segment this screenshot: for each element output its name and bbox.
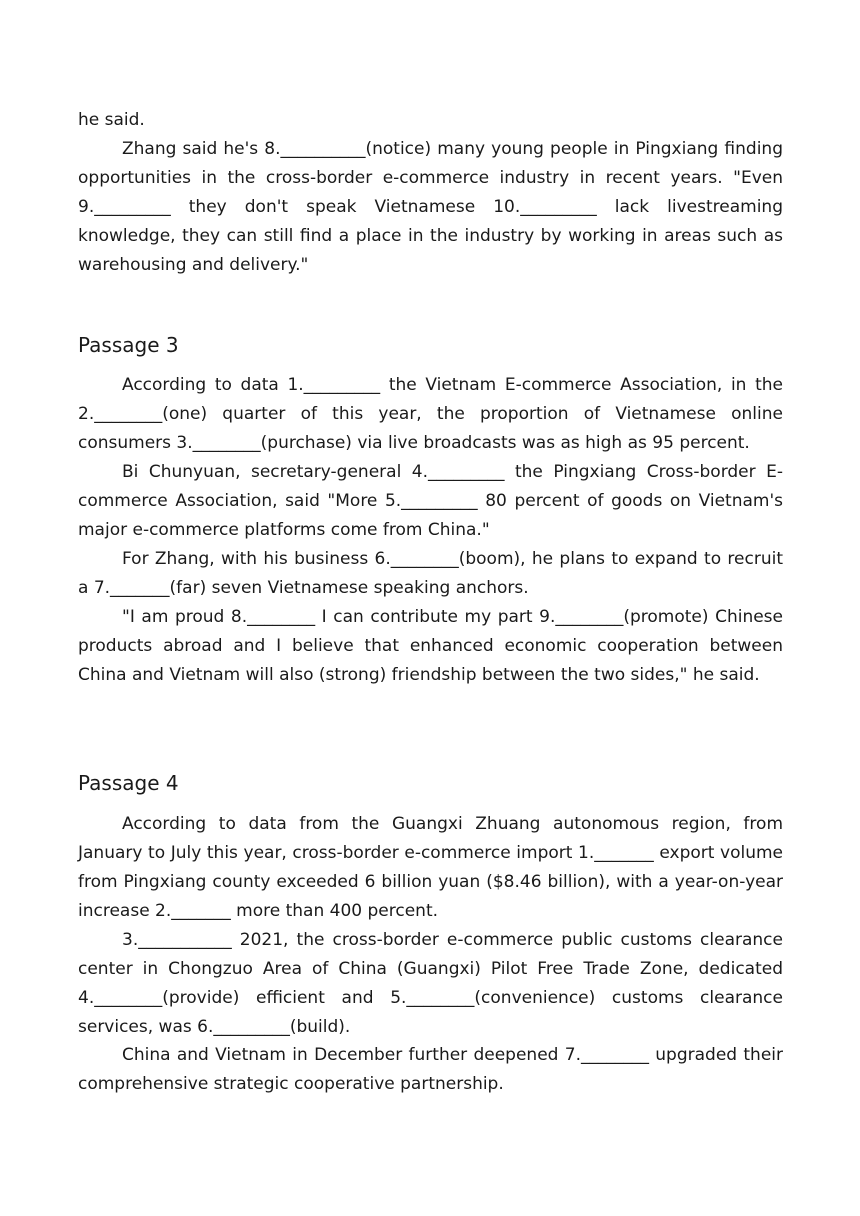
paragraph-zhang: Zhang said he's 8.__________(notice) many young people in Pingxiang finding opportunities in the cross-border e-commerce industry in recent years. "Even 9._________ they don't speak Vietnamese 10._________ lack livestreaming knowledge, they can still find a place in the industry by working in areas such as warehousing and delivery." <box>78 139 783 275</box>
passage-4-paragraph-3: China and Vietnam in December further deepened 7.________ upgraded their comprehensive strategic cooperative partnership. <box>78 1045 783 1094</box>
passage-3-paragraph-3: For Zhang, with his business 6.________(boom), he plans to expand to recruit a 7._______(far) seven Vietnamese speaking anchors. <box>78 549 783 598</box>
passage-3-paragraph-4: "I am proud 8.________ I can contribute my part 9.________(promote) Chinese products abroad and I believe that enhanced economic cooperation between China and Vietnam will also (strong) friendship between the two sides," he said. <box>78 607 783 685</box>
passage-4-paragraph-2: 3.___________ 2021, the cross-border e-commerce public customs clearance center in Chongzuo Area of China (Guangxi) Pilot Free Trade Zone, dedicated 4.________(provide) efficient and 5.________(convenience) customs clearance services, was 6._________(build). <box>78 930 783 1037</box>
passage-4-paragraph-1: According to data from the Guangxi Zhuang autonomous region, from January to July this year, cross-border e-commerce import 1._______ export volume from Pingxiang county exceeded 6 billion yuan ($8.46 billion), with a year-on-year increase 2._______ more than 400 percent. <box>78 814 783 921</box>
passage-3-paragraph-1: According to data 1._________ the Vietnam E-commerce Association, in the 2.________(one) quarter of this year, the proportion of Vietnamese online consumers 3.________(purchase) via live broadcasts was as high as 95 percent. <box>78 375 783 453</box>
passage-3-heading: Passage 3 <box>78 333 179 357</box>
passage-4-heading: Passage 4 <box>78 771 179 795</box>
passage-3-paragraph-2: Bi Chunyuan, secretary-general 4._________ the Pingxiang Cross-border E-commerce Association, said "More 5._________ 80 percent of goods on Vietnam's major e-commerce platforms come from China." <box>78 462 783 540</box>
paragraph-continuation: he said. <box>78 110 145 130</box>
